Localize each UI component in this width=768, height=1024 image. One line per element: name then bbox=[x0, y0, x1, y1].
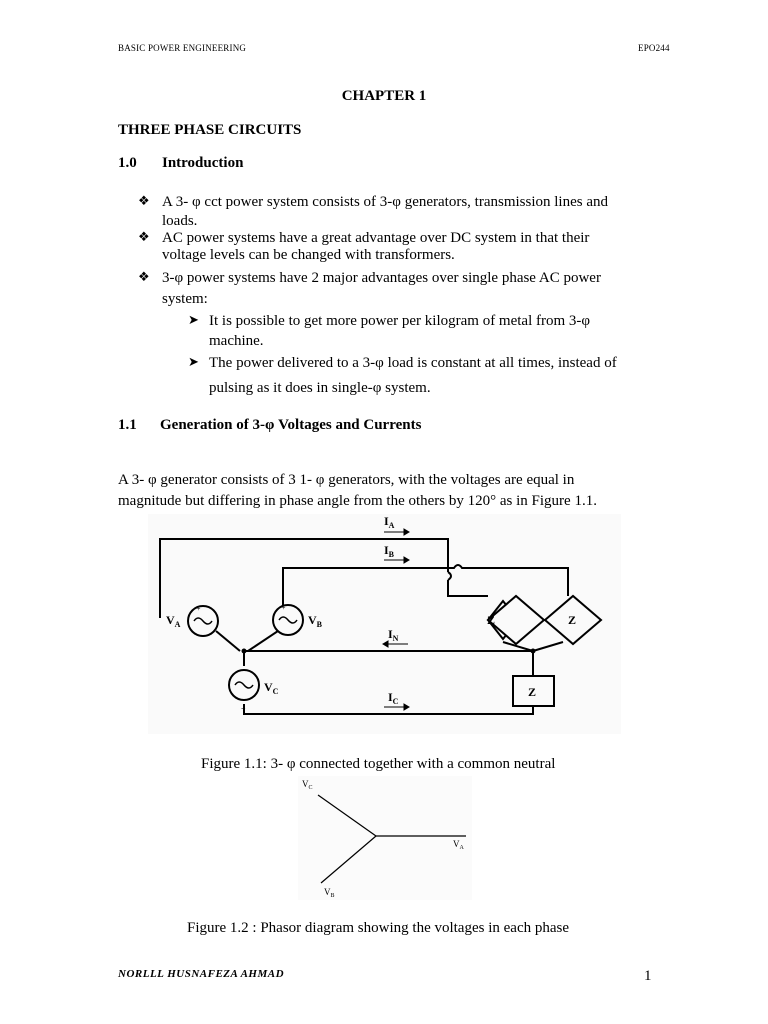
voltage-va-label: $V_A$ bbox=[166, 613, 181, 629]
chapter-heading: CHAPTER 1 bbox=[341, 88, 427, 104]
paragraph-line: A 3- φ generator consists of 3 1- φ generators, with the voltages are equal in bbox=[118, 472, 575, 488]
bullet-line: 3-φ power systems have 2 major advantages over single phase AC power bbox=[162, 270, 601, 286]
diamond-bullet-icon: ❖ bbox=[138, 230, 150, 245]
sub-bullet-line: machine. bbox=[209, 333, 264, 349]
diamond-bullet-icon: ❖ bbox=[138, 194, 150, 209]
arrowhead-bullet-icon: ➤ bbox=[188, 355, 199, 370]
voltage-vc-label: $V_C$ bbox=[264, 680, 279, 696]
load-z-label: Z bbox=[528, 685, 537, 699]
sub-bullet-line: The power delivered to a 3-φ load is constant at all times, instead of bbox=[209, 355, 617, 371]
current-ia-label: $I_A$ bbox=[384, 514, 395, 530]
three-phase-circuit-diagram bbox=[148, 514, 621, 734]
sub-bullet-line: It is possible to get more power per kilogram of metal from 3-φ bbox=[209, 313, 591, 329]
page-number: 1 bbox=[644, 968, 652, 984]
arrowhead-bullet-icon: ➤ bbox=[188, 313, 199, 328]
polarity-plus: + bbox=[281, 603, 286, 612]
bullet-line: loads. bbox=[162, 213, 198, 229]
load-z-label: Z bbox=[568, 613, 577, 627]
bullet-line: system: bbox=[162, 291, 208, 307]
figure-caption: Figure 1.1: 3- φ connected together with a common neutral bbox=[201, 756, 556, 772]
current-ic-label: $I_C$ bbox=[388, 690, 399, 706]
footer-author: NORLLL HUSNAFEZA AHMAD bbox=[118, 968, 285, 980]
voltage-vb-label: $V_B$ bbox=[308, 613, 323, 629]
diamond-bullet-icon: ❖ bbox=[138, 270, 150, 285]
figure-caption: Figure 1.2 : Phasor diagram showing the voltages in each phase bbox=[187, 920, 570, 936]
phasor-vc-label: $V_C$ bbox=[302, 779, 313, 791]
running-header-right: EPO244 bbox=[638, 43, 670, 53]
bullet-line: A 3- φ cct power system consists of 3-φ generators, transmission lines and bbox=[162, 194, 608, 210]
bullet-line: AC power systems have a great advantage over DC system in that their bbox=[162, 230, 590, 246]
bullet-line: voltage levels can be changed with transformers. bbox=[162, 247, 455, 263]
current-ib-label: $I_B$ bbox=[384, 543, 395, 559]
current-in-label: $I_N$ bbox=[388, 627, 399, 643]
paragraph-line: magnitude but differing in phase angle from the others by 120° as in Figure 1.1. bbox=[118, 493, 597, 509]
chapter-title: THREE PHASE CIRCUITS bbox=[118, 122, 302, 138]
phasor-diagram bbox=[298, 776, 472, 900]
polarity-plus: + bbox=[196, 604, 201, 613]
section-heading: Generation of 3-φ Voltages and Currents bbox=[160, 417, 422, 433]
load-z-label: Z bbox=[487, 613, 496, 627]
phasor-va-label: $V_A$ bbox=[453, 839, 464, 851]
phasor-vb-label: $V_B$ bbox=[324, 887, 335, 899]
running-header-left: BASIC POWER ENGINEERING bbox=[118, 43, 247, 53]
section-number: 1.0 bbox=[118, 155, 137, 171]
section-heading: Introduction bbox=[162, 155, 244, 171]
polarity-plus: + bbox=[241, 704, 246, 713]
section-number: 1.1 bbox=[118, 417, 137, 433]
sub-bullet-line: pulsing as it does in single-φ system. bbox=[209, 380, 431, 396]
